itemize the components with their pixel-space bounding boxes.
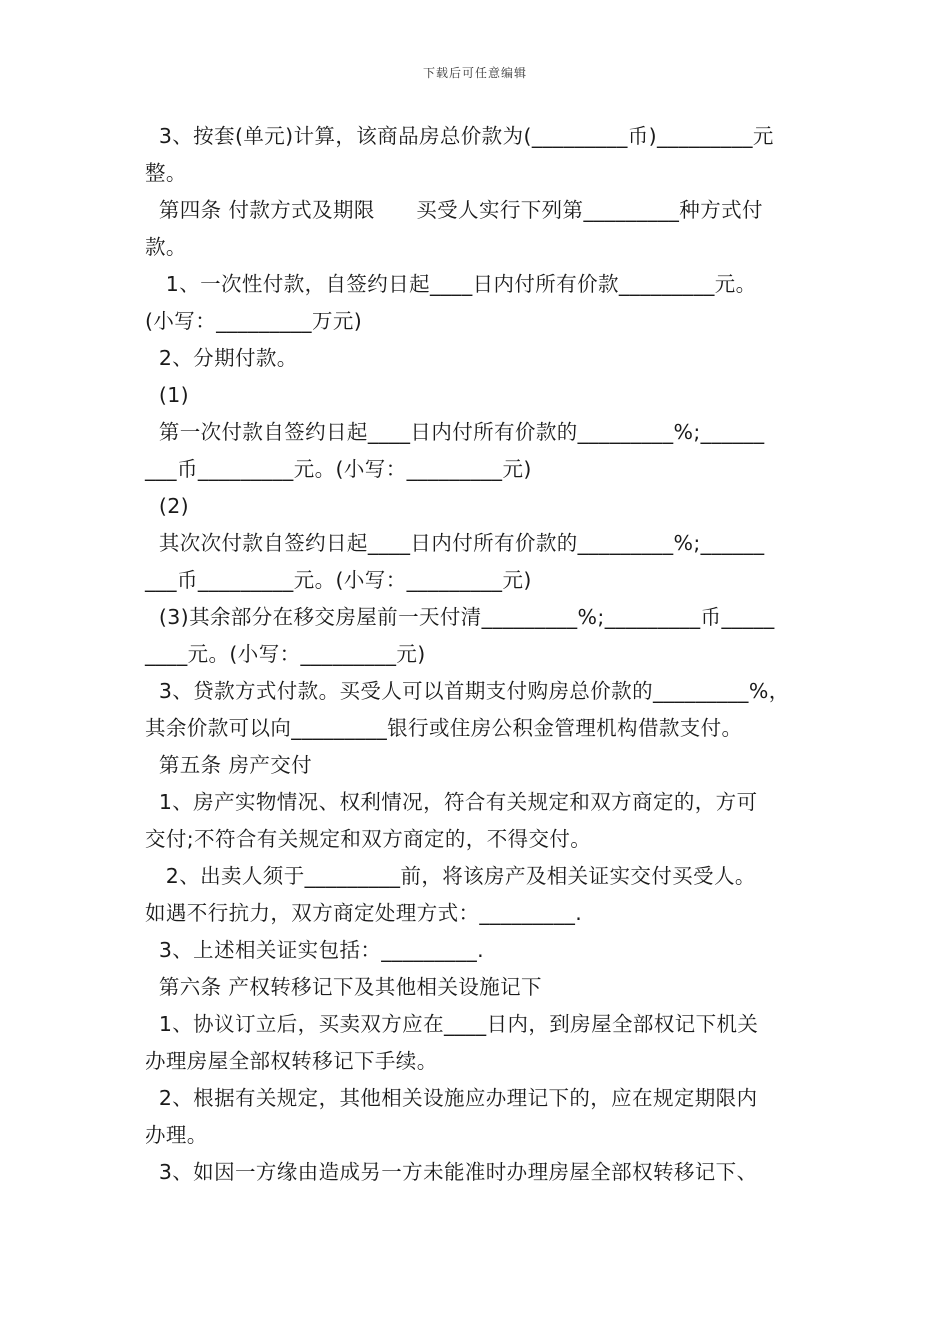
text-line: 1、协议订立后，买卖双方应在____日内，到房屋全部权记下机关	[145, 1012, 759, 1036]
text-line: (1)	[145, 383, 190, 407]
text-line: 3、上述相关证实包括：_________.	[145, 938, 485, 962]
text-line: (2)	[145, 494, 190, 518]
text-line: 办理房屋全部权转移记下手续。	[145, 1049, 438, 1073]
text-line: 2、根据有关规定，其他相关设施应办理记下的，应在规定期限内	[145, 1086, 758, 1110]
text-line: 3、按套(单元)计算，该商品房总价款为(_________币)_________元	[145, 124, 774, 148]
text-line: (3)其余部分在移交房屋前一天付清_________%;_________币_____	[145, 605, 775, 629]
section-heading-line: 第四条 付款方式及期限 买受人实行下列第_________种方式付	[145, 198, 763, 222]
text-line: 交付;不符合有关规定和双方商定的，不得交付。	[145, 827, 592, 851]
text-line: 2、分期付款。	[145, 346, 298, 370]
text-line: 其余价款可以向_________银行或住房公积金管理机构借款支付。	[145, 716, 743, 740]
section-heading-line: 第六条 产权转移记下及其他相关设施记下	[145, 975, 542, 999]
text-line: (小写：_________万元)	[145, 309, 363, 333]
text-line: 1、一次性付款，自签约日起____日内付所有价款_________元。	[145, 272, 757, 296]
text-line: 3、贷款方式付款。买受人可以首期支付购房总价款的_________%，	[145, 679, 790, 703]
text-line: ____元。(小写：_________元)	[145, 642, 426, 666]
text-line: ___币_________元。(小写：_________元)	[145, 457, 532, 481]
section-heading-line: 第五条 房产交付	[145, 753, 313, 777]
page-header-note: 下载后可任意编辑	[422, 66, 527, 80]
text-line: 整。	[145, 161, 187, 185]
text-line: 款。	[145, 235, 187, 259]
text-line: 办理。	[145, 1123, 208, 1147]
text-line: 3、如因一方缘由造成另一方未能准时办理房屋全部权转移记下、	[145, 1160, 758, 1184]
document-body	[145, 118, 825, 1191]
text-line: 其次次付款自签约日起____日内付所有价款的_________%;______	[145, 531, 765, 555]
text-line: 1、房产实物情况、权利情况，符合有关规定和双方商定的，方可	[145, 790, 758, 814]
text-line: ___币_________元。(小写：_________元)	[145, 568, 532, 592]
text-line: 第一次付款自签约日起____日内付所有价款的_________%;______	[145, 420, 765, 444]
text-line: 如遇不行抗力，双方商定处理方式：_________.	[145, 901, 583, 925]
text-line: 2、出卖人须于_________前，将该房产及相关证实交付买受人。	[145, 864, 756, 888]
